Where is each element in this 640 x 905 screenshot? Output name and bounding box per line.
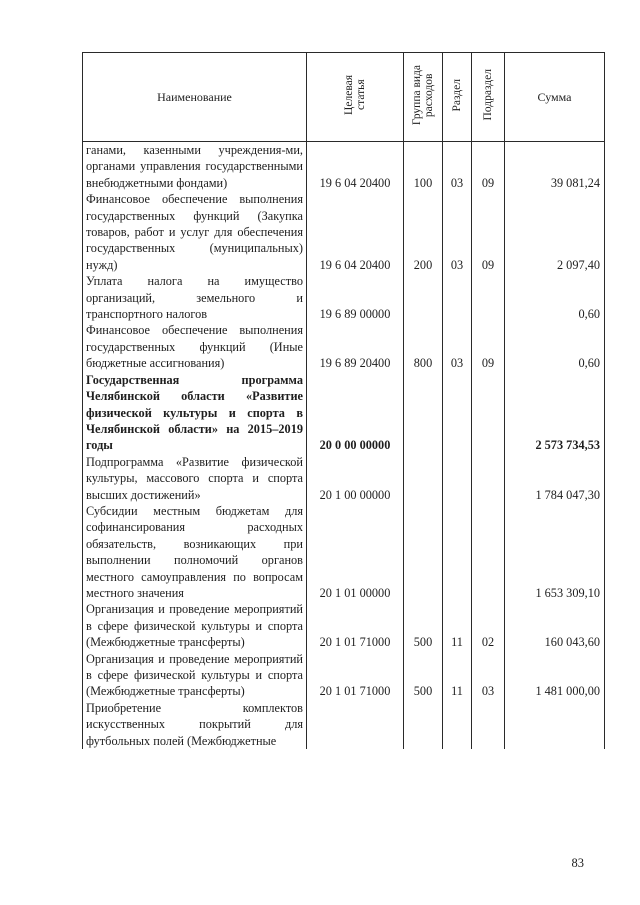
- header-group-label: Группа вида расходов: [410, 64, 435, 126]
- header-subsection: [472, 53, 505, 142]
- table-row: [83, 503, 605, 601]
- cell-section: 11: [443, 651, 472, 700]
- cell-section: 03: [443, 322, 472, 371]
- table-row: [83, 601, 605, 650]
- cell-target-article: 20 1 01 00000: [307, 503, 404, 601]
- cell-target-article: 19 6 89 00000: [307, 273, 404, 322]
- cell-target-article: 19 6 04 20400: [307, 142, 404, 192]
- cell-sum: 0,60: [505, 273, 605, 322]
- cell-target-article: 20 1 00 00000: [307, 454, 404, 503]
- cell-expense-group: 800: [404, 322, 443, 371]
- cell-sum: [505, 700, 605, 749]
- header-name: [83, 53, 307, 142]
- cell-subsection: 02: [472, 601, 505, 650]
- table-row: [83, 372, 605, 454]
- header-sum-label: Сумма: [537, 89, 572, 104]
- cell-expense-group: [404, 454, 443, 503]
- table-row: [83, 454, 605, 503]
- cell-name: Приобретение комплектов искусственных покрытий для футбольных полей (Межбюджетные: [83, 700, 307, 749]
- table-header: [83, 53, 605, 142]
- cell-sum: 39 081,24: [505, 142, 605, 192]
- cell-sum: 2 573 734,53: [505, 372, 605, 454]
- header-subsection-label: Подраздел: [481, 69, 494, 121]
- cell-section: [443, 372, 472, 454]
- cell-subsection: 09: [472, 191, 505, 273]
- cell-section: 03: [443, 142, 472, 192]
- cell-name: Организация и проведение мероприятий в сфере физической культуры и спорта (Межбюджетные трансферты): [83, 651, 307, 700]
- cell-expense-group: [404, 372, 443, 454]
- table-row: [83, 700, 605, 749]
- cell-sum: 160 043,60: [505, 601, 605, 650]
- cell-section: [443, 273, 472, 322]
- table-row: [83, 191, 605, 273]
- cell-expense-group: 500: [404, 651, 443, 700]
- cell-subsection: [472, 273, 505, 322]
- cell-expense-group: 200: [404, 191, 443, 273]
- cell-expense-group: [404, 273, 443, 322]
- header-section-label: Раздел: [450, 78, 463, 112]
- cell-name: Субсидии местным бюджетам для софинансирования расходных обязательств, возникающих при выполнении полномочий органов местного самоуправления по вопросам местного значения: [83, 503, 307, 601]
- header-sum: [505, 53, 605, 142]
- cell-expense-group: [404, 503, 443, 601]
- cell-expense-group: 100: [404, 142, 443, 192]
- header-section: [443, 53, 472, 142]
- table-row: [83, 651, 605, 700]
- cell-name: Подпрограмма «Развитие физической культуры, массового спорта и спорта высших достижений»: [83, 454, 307, 503]
- cell-name: Организация и проведение мероприятий в сфере физической культуры и спорта (Межбюджетные трансферты): [83, 601, 307, 650]
- cell-section: 11: [443, 601, 472, 650]
- cell-subsection: [472, 454, 505, 503]
- cell-name: ганами, казенными учреждения-ми, органами управления государственными внебюджетными фондами): [83, 142, 307, 192]
- header-name-label: Наименование: [157, 89, 232, 104]
- cell-subsection: [472, 700, 505, 749]
- cell-name: Финансовое обеспечение выполнения государственных функций (Иные бюджетные ассигнования): [83, 322, 307, 371]
- cell-name: Государственная программа Челябинской области «Развитие физической культуры и спорта в Челябинской области» на 2015–2019 годы: [83, 372, 307, 454]
- cell-name: Финансовое обеспечение выполнения государственных функций (Закупка товаров, работ и услуг для обеспечения государственных (муниципальных) нужд): [83, 191, 307, 273]
- cell-subsection: 09: [472, 142, 505, 192]
- cell-section: 03: [443, 191, 472, 273]
- cell-sum: 1 653 309,10: [505, 503, 605, 601]
- cell-target-article: 20 1 01 71000: [307, 601, 404, 650]
- cell-sum: 0,60: [505, 322, 605, 371]
- cell-sum: 1 784 047,30: [505, 454, 605, 503]
- cell-expense-group: 500: [404, 601, 443, 650]
- cell-target-article: 19 6 04 20400: [307, 191, 404, 273]
- cell-subsection: 03: [472, 651, 505, 700]
- page-number: 83: [571, 856, 584, 870]
- cell-subsection: [472, 503, 505, 601]
- cell-subsection: [472, 372, 505, 454]
- table-body: [83, 142, 605, 750]
- cell-target-article: [307, 700, 404, 749]
- cell-section: [443, 454, 472, 503]
- cell-expense-group: [404, 700, 443, 749]
- cell-sum: 1 481 000,00: [505, 651, 605, 700]
- table-row: [83, 142, 605, 192]
- cell-section: [443, 503, 472, 601]
- header-target: [307, 53, 404, 142]
- header-target-label: Целевая статья: [342, 75, 367, 115]
- cell-sum: 2 097,40: [505, 191, 605, 273]
- cell-target-article: 19 6 89 20400: [307, 322, 404, 371]
- table-row: [83, 273, 605, 322]
- cell-target-article: 20 1 01 71000: [307, 651, 404, 700]
- cell-name: Уплата налога на имущество организаций, земельного и транспортного налогов: [83, 273, 307, 322]
- cell-section: [443, 700, 472, 749]
- cell-subsection: 09: [472, 322, 505, 371]
- budget-table: [82, 52, 605, 749]
- header-group: [404, 53, 443, 142]
- cell-target-article: 20 0 00 00000: [307, 372, 404, 454]
- table-row: [83, 322, 605, 371]
